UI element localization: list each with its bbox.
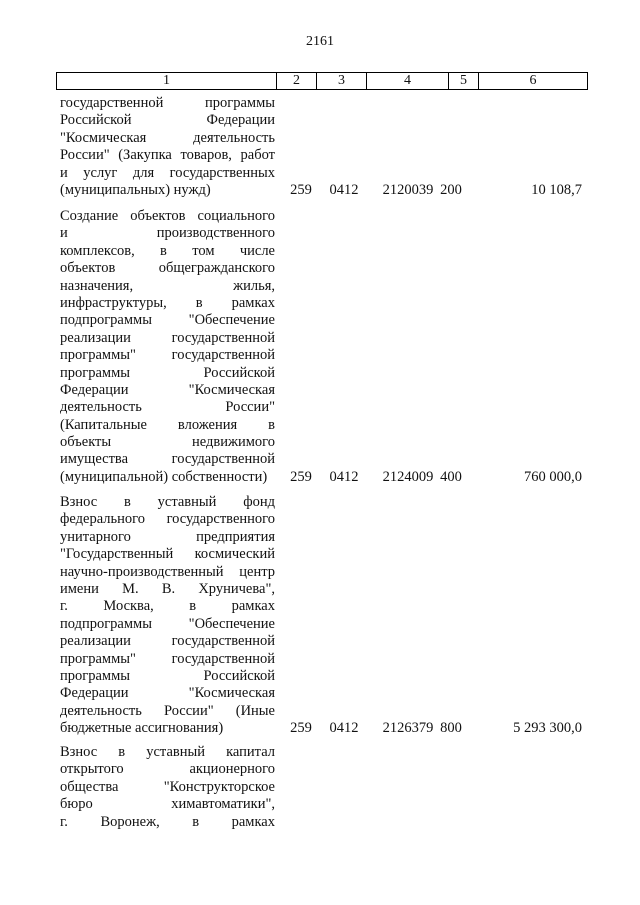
description-line: программы" государственной [60, 347, 275, 364]
description-line: подпрограммы "Обеспечение [60, 312, 275, 329]
description-line: программы Российской [60, 667, 275, 684]
cell-col4: 2124009 [382, 469, 434, 485]
description-line: государственной программы [60, 95, 275, 111]
description-line: Взнос в уставный капитал [60, 744, 275, 760]
description-line: "Государственный космический [60, 546, 275, 563]
description-line: г. Москва, в рамках [60, 598, 275, 615]
description-line: г. Воронеж, в рамках [60, 813, 275, 830]
cell-col4: 2120039 [382, 182, 434, 198]
description-line: деятельность России" [60, 399, 275, 416]
description-line: унитарного предприятия [60, 528, 275, 545]
description-line: "Космическая деятельность [60, 129, 275, 146]
description-line: реализации государственной [60, 633, 275, 650]
description-line: Взнос в уставный фонд [60, 494, 275, 510]
column-header-1: 1 [57, 73, 277, 90]
table-column-header [56, 72, 588, 90]
description-line: комплексов, в том числе [60, 242, 275, 259]
column-header-4: 4 [367, 73, 449, 90]
description-line: назначения, жилья, [60, 277, 275, 294]
row-description [60, 744, 275, 831]
cell-col6: 10 108,7 [531, 182, 582, 198]
cell-col3: 0412 [329, 720, 359, 736]
description-line: (Капитальные вложения в [60, 416, 275, 433]
description-line: бюро химавтоматики", [60, 796, 275, 813]
page-number: 2161 [306, 34, 334, 49]
description-line: и услуг для государственных [60, 164, 275, 181]
description-line: деятельность России" (Иные [60, 702, 275, 719]
description-line: Федерации "Космическая [60, 381, 275, 398]
description-line: общества "Конструкторское [60, 778, 275, 795]
description-line: имущества государственной [60, 451, 275, 468]
description-line: Создание объектов социального [60, 208, 275, 224]
description-line: объекты недвижимого [60, 434, 275, 451]
cell-col5: 400 [440, 469, 462, 485]
cell-col5: 800 [440, 720, 462, 736]
cell-col2: 259 [290, 182, 312, 198]
description-line: Российской Федерации [60, 112, 275, 129]
description-line: бюджетные ассигнования) [60, 720, 224, 737]
cell-col5: 200 [440, 182, 462, 198]
description-line: подпрограммы "Обеспечение [60, 615, 275, 632]
cell-col6: 5 293 300,0 [513, 720, 582, 736]
cell-col2: 259 [290, 720, 312, 736]
cell-col2: 259 [290, 469, 312, 485]
description-line: научно-производственный центр [60, 563, 275, 580]
description-line: и производственного [60, 225, 275, 242]
description-line: федерального государственного [60, 511, 275, 528]
cell-col3: 0412 [329, 469, 359, 485]
cell-col6: 760 000,0 [524, 469, 582, 485]
cell-col4: 2126379 [382, 720, 434, 736]
column-header-2: 2 [277, 73, 317, 90]
cell-col3: 0412 [329, 182, 359, 198]
description-line: объектов общегражданского [60, 260, 275, 277]
description-line: реализации государственной [60, 329, 275, 346]
row-description [60, 208, 275, 486]
description-line: (муниципальных) нужд) [60, 181, 211, 198]
description-line: России" (Закупка товаров, работ [60, 147, 275, 164]
description-line: имени М. В. Хруничева", [60, 580, 275, 597]
description-line: Федерации "Космическая [60, 685, 275, 702]
description-line: инфраструктуры, в рамках [60, 294, 275, 311]
row-description [60, 494, 275, 737]
column-header-3: 3 [317, 73, 367, 90]
description-line: открытого акционерного [60, 761, 275, 778]
description-line: программы Российской [60, 364, 275, 381]
column-header-5: 5 [449, 73, 479, 90]
description-line: программы" государственной [60, 650, 275, 667]
row-description [60, 95, 275, 199]
column-header-6: 6 [479, 73, 588, 90]
description-line: (муниципальной) собственности) [60, 468, 268, 485]
